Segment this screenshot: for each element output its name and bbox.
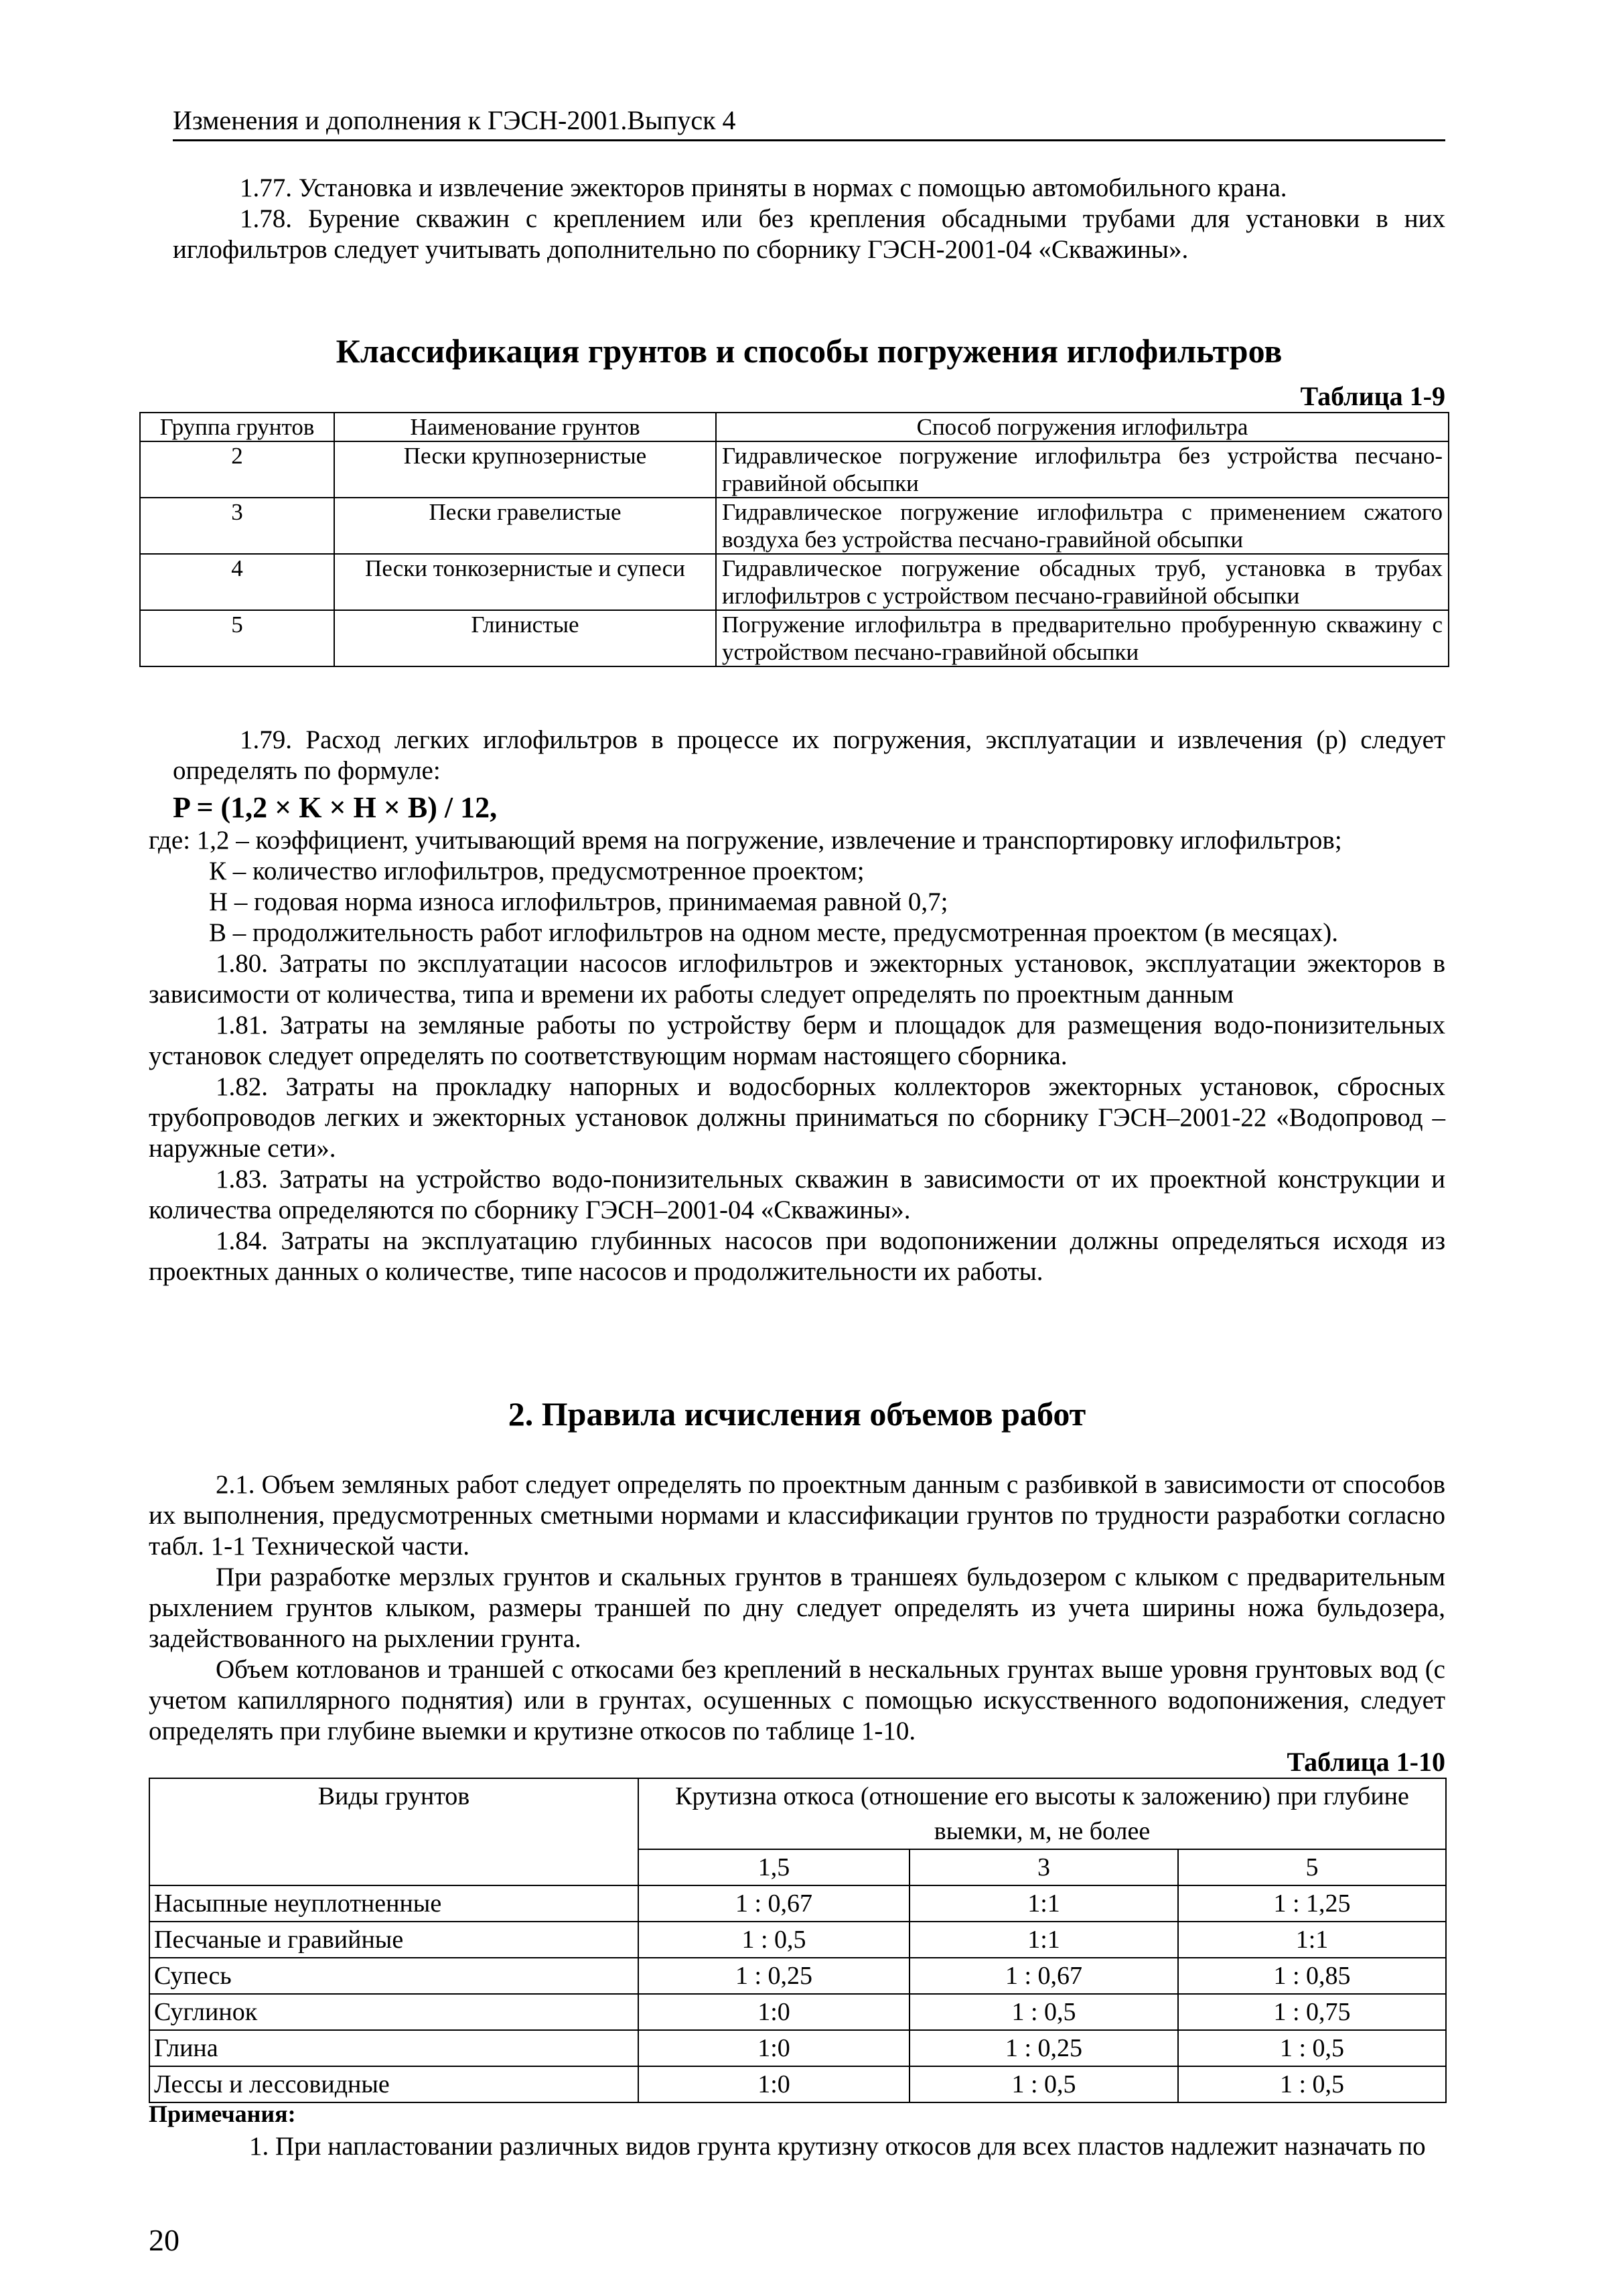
depth-header-cell: 3 [910,1849,1178,1885]
table-cell: Глина [149,2030,638,2066]
table-cell: 1 : 0,5 [1178,2030,1446,2066]
section2-text [149,1469,1445,1747]
formula-where-line: В – продолжительность работ иглофильтров на одном месте, предусмотренная проектом (в месяцах). [209,918,1339,947]
table-cell: 5 [140,610,334,666]
table-cell: 3 [140,498,334,554]
table-header-cell: Виды грунтов [149,1778,638,1885]
depth-header-cell: 1,5 [638,1849,910,1885]
table-row [149,1994,1446,2030]
table-cell: 1 : 0,75 [1178,1994,1446,2030]
intro-block [173,173,1445,265]
table-cell: 1:0 [638,2066,910,2102]
table-cell: Лессы и лессовидные [149,2066,638,2102]
table-header-cell: Группа грунтов [140,413,334,441]
paragraph-1-77: 1.77. Установка и извлечение эжекторов приняты в нормах с помощью автомобильного крана. [240,173,1287,202]
note-item: 1. При напластовании различных видов грунта крутизну откосов для всех пластов надлежит назначать по [249,2132,1426,2161]
formula-where-line: К – количество иглофильтров, предусмотренное проектом; [209,857,865,885]
table-cell: 1 : 0,5 [1178,2066,1446,2102]
table-cell: 1 : 0,25 [638,1958,910,1994]
table-cell: 1 : 0,85 [1178,1958,1446,1994]
table-cell: 4 [140,554,334,610]
table-header-cell: Крутизна откоса (отношение его высоты к заложению) при глубине выемки, м, не более [638,1778,1446,1849]
table-cell: 1:0 [638,1994,910,2030]
table-cell: Суглинок [149,1994,638,2030]
table-header-row [140,413,1449,441]
paragraph-1-84: 1.84. Затраты на эксплуатацию глубинных насосов при водопонижении должны определяться исходя из проектных данных о количестве, типе насосов и продолжительности их работы. [149,1226,1445,1286]
table-cell: 1 : 0,5 [910,2066,1178,2102]
table-label-1-10: Таблица 1-10 [1287,1747,1445,1777]
depth-header-cell: 5 [1178,1849,1446,1885]
table-row [140,498,1449,554]
table-cell: Гидравлическое погружение иглофильтра с применением сжатого воздуха без устройства песчано-гравийной обсыпки [716,498,1449,554]
page-number: 20 [149,2223,179,2257]
paragraph-2-1: 2.1. Объем земляных работ следует определять по проектным данным с разбивкой в зависимости от способов их выполнения, предусмотренных сметными нормами и классификации грунтов по трудности разработки согласно табл. 1-1 Технической части. [149,1470,1445,1561]
table-cell: Песчаные и гравийные [149,1922,638,1958]
table-row [149,1922,1446,1958]
table-cell: Супесь [149,1958,638,1994]
table-header-cell: Способ погружения иглофильтра [716,413,1449,441]
table-cell: 1 : 0,25 [910,2030,1178,2066]
table-cell: 1:0 [638,2030,910,2066]
table-row [149,1958,1446,1994]
table-cell: 1:1 [1178,1922,1446,1958]
table-cell: Погружение иглофильтра в предварительно пробуренную скважину с устройством песчано-гравийной обсыпки [716,610,1449,666]
paragraph-pits-trenches: Объем котлованов и траншей с откосами без креплений в нескальных грунтах выше уровня грунтовых вод (с учетом капиллярного поднятия) или в грунтах, осушенных с помощью искусственного водопонижения, следует определять при глубине выемки и крутизне откосов по таблице 1-10. [149,1655,1445,1745]
section-title-classification: Классификация грунтов и способы погружения иглофильтров [336,332,1283,370]
table-row [140,554,1449,610]
table-cell: 1 : 1,25 [1178,1885,1446,1922]
paragraph-1-79-block [173,725,1445,786]
paragraph-1-83: 1.83. Затраты на устройство водо-понизительных скважин в зависимости от их проектной конструкции и количества определяются по сборнику ГЭСН–2001-04 «Скважины». [149,1165,1445,1224]
table-cell: Пески крупнозернистые [334,441,716,498]
table-cell: 1:1 [910,1885,1178,1922]
table-row [149,2030,1446,2066]
paragraph-1-81: 1.81. Затраты на земляные работы по устройству берм и площадок для размещения водо-понизительных установок следует определять по соответствующим нормам настоящего сборника. [149,1011,1445,1070]
table-cell: Гидравлическое погружение обсадных труб, установка в трубах иглофильтров с устройством песчано-гравийной обсыпки [716,554,1449,610]
notes-title: Примечания: [149,2100,296,2127]
table-cell: 1 : 0,5 [910,1994,1178,2030]
notes-list [249,2131,1445,2162]
table-row [140,610,1449,666]
table-row [140,441,1449,498]
formula-legend [149,825,1445,948]
paragraph-1-80: 1.80. Затраты по эксплуатации насосов иглофильтров и эжекторных установок, эксплуатации эжекторов в зависимости от количества, типа и времени их работы следует определять по проектным данным [149,949,1445,1009]
table-slope-steepness [149,1778,1447,2103]
table-cell: 1 : 0,67 [910,1958,1178,1994]
running-header: Изменения и дополнения к ГЭСН-2001.Выпуск 4 [173,106,1445,141]
table-cell: 1 : 0,5 [638,1922,910,1958]
table-cell: Глинистые [334,610,716,666]
formula-where-line: где: 1,2 – коэффициент, учитывающий время на погружение, извлечение и транспортировку иглофильтров; [149,826,1342,855]
paragraph-frozen-soils: При разработке мерзлых грунтов и скальных грунтов в траншеях бульдозером с клыком с предварительным рыхлением грунтов клыком, размеры траншей по дну следует определять из учета ширины ножа бульдозера, задействованного на рыхлении грунта. [149,1563,1445,1653]
table-header-row [149,1778,1446,1849]
table-cell: Пески гравелистые [334,498,716,554]
table-cell: 1 : 0,67 [638,1885,910,1922]
table-row [149,2066,1446,2102]
paragraphs-1-80-to-1-84 [149,948,1445,1287]
formula-where-line: Н – годовая норма износа иглофильтров, принимаемая равной 0,7; [209,887,948,916]
table-cell: Гидравлическое погружение иглофильтра без устройства песчано-гравийной обсыпки [716,441,1449,498]
table-soil-classification [139,412,1449,667]
paragraph-1-82: 1.82. Затраты на прокладку напорных и водосборных коллекторов эжекторных установок, сбросных трубопроводов легких и эжекторных установок должны приниматься по сборнику ГЭСН–2001-22 «Водопровод – наружные сети». [149,1072,1445,1163]
table-header-cell: Наименование грунтов [334,413,716,441]
table-label-1-9: Таблица 1-9 [1300,381,1445,411]
formula: P = (1,2 × K × H × B) / 12, [173,791,498,824]
table-cell: Пески тонкозернистые и супеси [334,554,716,610]
table-cell: 1:1 [910,1922,1178,1958]
table-cell: 2 [140,441,334,498]
table-row [149,1885,1446,1922]
paragraph-1-79: 1.79. Расход легких иглофильтров в процессе их погружения, эксплуатации и извлечения (р) следует определять по формуле: [173,725,1445,785]
paragraph-1-78: 1.78. Бурение скважин с креплением или без крепления обсадными трубами для установки в них иглофильтров следует учитывать дополнительно по сборнику ГЭСН-2001-04 «Скважины». [173,204,1445,264]
table-cell: Насыпные неуплотненные [149,1885,638,1922]
section-title-rules: 2. Правила исчисления объемов работ [508,1395,1086,1433]
